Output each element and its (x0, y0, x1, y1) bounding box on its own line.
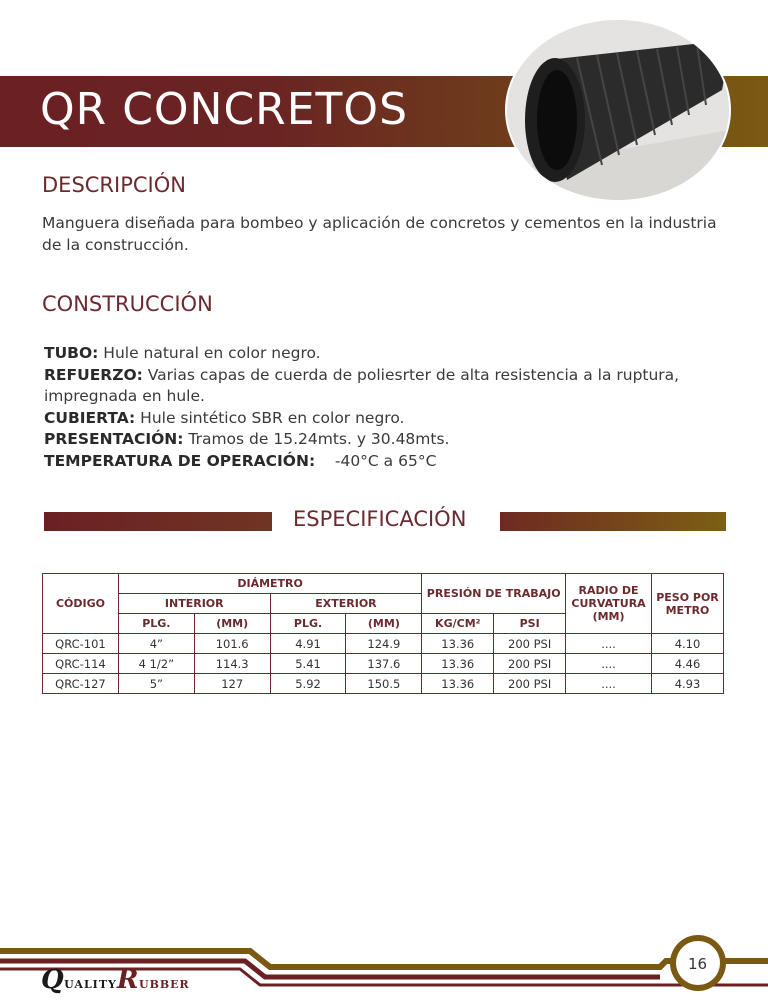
cell-radius: .... (566, 674, 652, 694)
table-row (43, 674, 724, 694)
specification-table (42, 573, 724, 694)
table-row (43, 634, 724, 654)
section-bar-left (44, 512, 272, 531)
cell-code: QRC-114 (43, 654, 119, 674)
cell-psi: 200 PSI (494, 654, 566, 674)
header-mm: (MM) (346, 614, 422, 634)
header-radius: RADIO DE CURVATURA (MM) (566, 574, 652, 634)
header-pressure: PRESIÓN DE TRABAJO (422, 574, 566, 614)
header-kg: KG/CM² (422, 614, 494, 634)
section-bar-right (500, 512, 726, 531)
page-number: 16 (688, 955, 708, 973)
specification-heading: ESPECIFICACIÓN (293, 507, 467, 531)
cell-ext-mm: 150.5 (346, 674, 422, 694)
cell-radius: .... (566, 634, 652, 654)
hose-photo (507, 20, 729, 200)
cell-ext-plg: 5.92 (270, 674, 346, 694)
cell-ext-plg: 5.41 (270, 654, 346, 674)
header-plg: PLG. (118, 614, 194, 634)
header-diameter: DIÁMETRO (118, 574, 421, 594)
construction-item: REFUERZO: Varias capas de cuerda de poliesrter de alta resistencia a la ruptura, impregnada en hule. (44, 365, 680, 405)
construction-item: TUBO: Hule natural en color negro. (44, 344, 321, 362)
header-mm: (MM) (194, 614, 270, 634)
cell-ext-mm: 137.6 (346, 654, 422, 674)
header-exterior: EXTERIOR (270, 594, 422, 614)
cell-weight: 4.46 (652, 654, 724, 674)
construction-list (44, 343, 724, 472)
cell-ext-plg: 4.91 (270, 634, 346, 654)
cell-kg: 13.36 (422, 634, 494, 654)
header-psi: PSI (494, 614, 566, 634)
cell-ext-mm: 124.9 (346, 634, 422, 654)
page-title: QR CONCRETOS (40, 84, 408, 135)
cell-int-mm: 101.6 (194, 634, 270, 654)
description-text: Manguera diseñada para bombeo y aplicación de concretos y cementos en la industria de la construcción. (42, 214, 717, 254)
header-plg: PLG. (270, 614, 346, 634)
construction-item: CUBIERTA: Hule sintético SBR en color negro. (44, 408, 405, 427)
cell-int-mm: 127 (194, 674, 270, 694)
description-heading: DESCRIPCIÓN (42, 173, 186, 197)
construction-item: TEMPERATURA DE OPERACIÓN: -40°C a 65°C (44, 451, 437, 470)
construction-heading: CONSTRUCCIÓN (42, 292, 213, 316)
cell-kg: 13.36 (422, 674, 494, 694)
header-interior: INTERIOR (118, 594, 270, 614)
hose-illustration (507, 20, 729, 200)
cell-int-plg: 4” (118, 634, 194, 654)
cell-kg: 13.36 (422, 654, 494, 674)
construction-item: PRESENTACIÓN: Tramos de 15.24mts. y 30.48mts. (44, 430, 450, 448)
cell-int-plg: 5” (118, 674, 194, 694)
header-code: CÓDIGO (43, 574, 119, 634)
cell-code: QRC-127 (43, 674, 119, 694)
cell-int-plg: 4 1/2” (118, 654, 194, 674)
cell-weight: 4.93 (652, 674, 724, 694)
cell-psi: 200 PSI (494, 674, 566, 694)
cell-code: QRC-101 (43, 634, 119, 654)
quality-rubber-logo: QUALITYRUBBER (41, 965, 190, 995)
header-weight: PESO POR METRO (652, 574, 724, 634)
table-row (43, 654, 724, 674)
cell-int-mm: 114.3 (194, 654, 270, 674)
cell-radius: .... (566, 654, 652, 674)
cell-psi: 200 PSI (494, 634, 566, 654)
cell-weight: 4.10 (652, 634, 724, 654)
